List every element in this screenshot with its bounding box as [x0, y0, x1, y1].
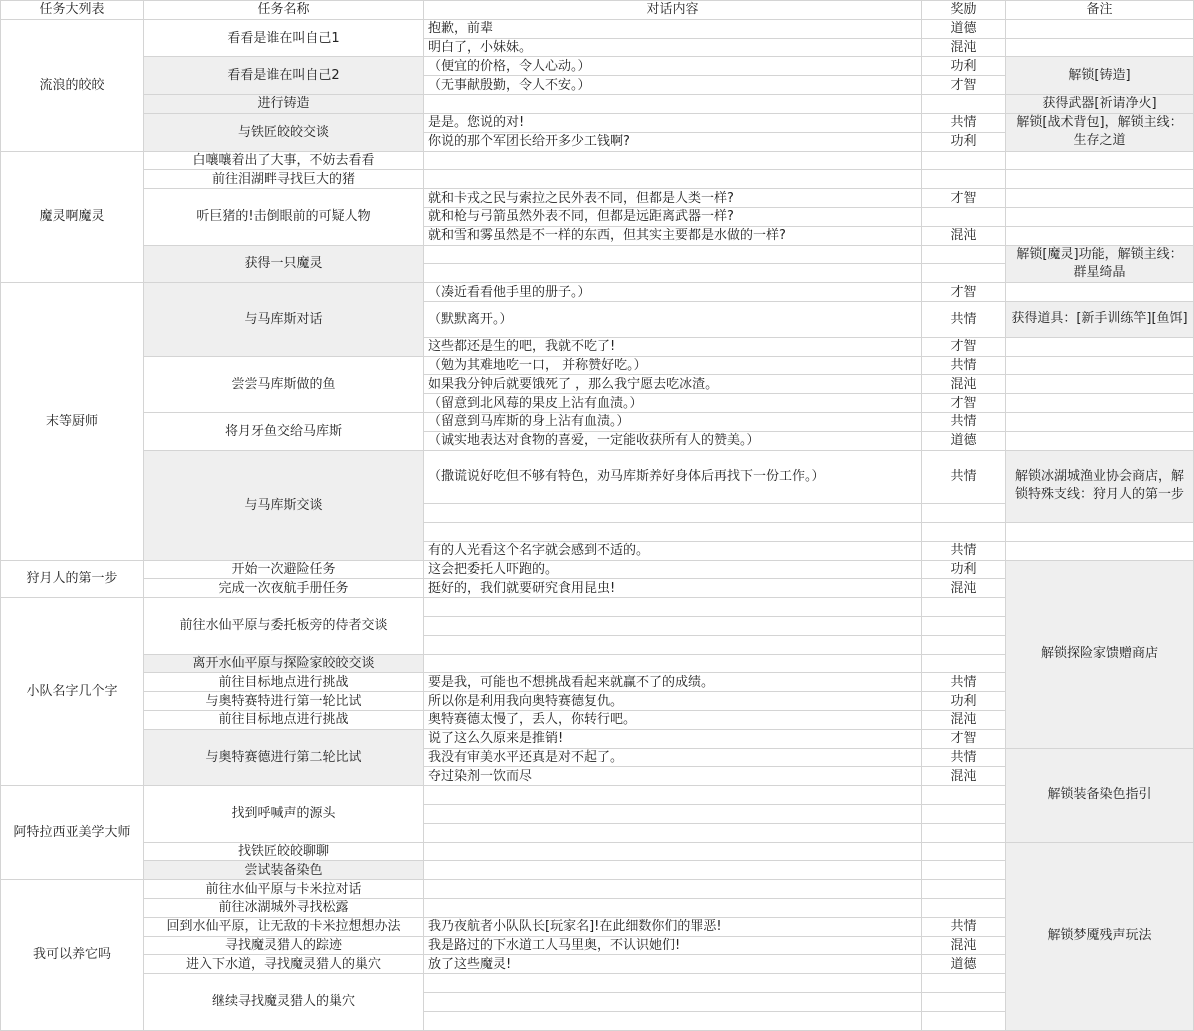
reward-cell: 共情 — [922, 673, 1006, 692]
col-header-dialogue: 对话内容 — [424, 1, 922, 20]
reward-cell — [922, 207, 1006, 226]
task-name-cell: 找铁匠皎皎聊聊 — [144, 842, 424, 861]
task-name-cell: 回到水仙平原，让无敌的卡米拉想想办法 — [144, 917, 424, 936]
dialogue-cell: 就和卡戎之民与索拉之民外表不同，但都是人类一样? — [424, 189, 922, 208]
table-row — [1, 19, 1194, 38]
task-name-cell: 进入下水道，寻找魔灵猎人的巢穴 — [144, 955, 424, 974]
dialogue-cell — [424, 654, 922, 673]
reward-cell — [922, 94, 1006, 113]
reward-cell: 共情 — [922, 541, 1006, 560]
dialogue-cell: 抱歉，前辈 — [424, 19, 922, 38]
note-cell: 解锁[铸造] — [1006, 57, 1194, 95]
task-name-cell: 前往水仙平原与委托板旁的侍者交谈 — [144, 598, 424, 654]
reward-cell: 混沌 — [922, 579, 1006, 598]
reward-cell — [922, 804, 1006, 823]
dialogue-cell — [424, 245, 922, 264]
dialogue-cell: 就和雪和雾虽然是不一样的东西，但其实主要都是水做的一样? — [424, 226, 922, 245]
table-row — [1, 170, 1194, 189]
dialogue-cell — [424, 1011, 922, 1030]
dialogue-cell — [424, 635, 922, 654]
task-name-cell: 前往水仙平原与卡米拉对话 — [144, 880, 424, 899]
table-row — [1, 57, 1194, 76]
reward-cell — [922, 151, 1006, 170]
quest-group-cell: 狩月人的第一步 — [1, 560, 144, 598]
quest-group-cell: 魔灵啊魔灵 — [1, 151, 144, 283]
task-name-cell: 开始一次避险任务 — [144, 560, 424, 579]
dialogue-cell: 如果我分钟后就要饿死了 ，那么我宁愿去吃冰渣。 — [424, 375, 922, 394]
dialogue-cell — [424, 504, 922, 523]
quest-group-cell: 末等厨师 — [1, 283, 144, 560]
dialogue-cell — [424, 804, 922, 823]
dialogue-cell: 就和枪与弓箭虽然外表不同，但都是远距离武器一样? — [424, 207, 922, 226]
dialogue-cell: （凑近看看他手里的册子。） — [424, 283, 922, 302]
note-cell: 解锁梦魇残声玩法 — [1006, 842, 1194, 1030]
dialogue-cell: （诚实地表达对食物的喜爱，一定能收获所有人的赞美。） — [424, 431, 922, 450]
reward-cell: 共情 — [922, 412, 1006, 431]
reward-cell: 共情 — [922, 301, 1006, 337]
reward-cell: 混沌 — [922, 375, 1006, 394]
reward-cell: 功利 — [922, 560, 1006, 579]
task-name-cell: 听巨猪的!击倒眼前的可疑人物 — [144, 189, 424, 245]
reward-cell: 混沌 — [922, 38, 1006, 57]
note-cell — [1006, 170, 1194, 189]
reward-cell: 道德 — [922, 431, 1006, 450]
dialogue-cell: （留意到马库斯的身上沾有血渍。） — [424, 412, 922, 431]
task-name-cell: 尝尝马库斯做的鱼 — [144, 356, 424, 412]
dialogue-cell — [424, 94, 922, 113]
note-cell — [1006, 19, 1194, 38]
quest-group-cell: 小队名字几个字 — [1, 598, 144, 786]
reward-cell: 功利 — [922, 57, 1006, 76]
task-name-cell: 寻找魔灵猎人的踪迹 — [144, 936, 424, 955]
dialogue-cell: 挺好的，我们就要研究食用昆虫! — [424, 579, 922, 598]
dialogue-cell — [424, 617, 922, 636]
reward-cell: 才智 — [922, 283, 1006, 302]
note-cell — [1006, 151, 1194, 170]
reward-cell: 道德 — [922, 19, 1006, 38]
dialogue-cell — [424, 974, 922, 993]
dialogue-cell: 所以你是利用我向奥特赛德复仇。 — [424, 692, 922, 711]
dialogue-cell — [424, 786, 922, 805]
table-row — [1, 450, 1194, 504]
reward-cell: 共情 — [922, 450, 1006, 504]
task-name-cell: 白嚷嚷着出了大事，不妨去看看 — [144, 151, 424, 170]
reward-cell: 才智 — [922, 76, 1006, 95]
table-row — [1, 560, 1194, 579]
task-name-cell: 完成一次夜航手册任务 — [144, 579, 424, 598]
dialogue-cell — [424, 992, 922, 1011]
col-header-task-name: 任务名称 — [144, 1, 424, 20]
reward-cell: 才智 — [922, 394, 1006, 413]
reward-cell: 共情 — [922, 113, 1006, 132]
reward-cell — [922, 598, 1006, 617]
table-row — [1, 412, 1194, 431]
task-name-cell: 将月牙鱼交给马库斯 — [144, 412, 424, 450]
header-row — [1, 1, 1194, 20]
reward-cell — [922, 880, 1006, 899]
task-name-cell: 与奥特赛特进行第一轮比试 — [144, 692, 424, 711]
dialogue-cell — [424, 170, 922, 189]
reward-cell: 混沌 — [922, 936, 1006, 955]
dialogue-cell: （勉为其难地吃一口， 并称赞好吃。） — [424, 356, 922, 375]
dialogue-cell: 要是我，可能也不想挑战看起来就赢不了的成绩。 — [424, 673, 922, 692]
reward-cell — [922, 786, 1006, 805]
dialogue-cell — [424, 598, 922, 617]
note-cell: 解锁探险家馈赠商店 — [1006, 560, 1194, 748]
reward-cell: 功利 — [922, 132, 1006, 151]
dialogue-cell: （撒谎说好吃但不够有特色，劝马库斯养好身体后再找下一份工作。） — [424, 450, 922, 504]
dialogue-cell: 这会把委托人吓跑的。 — [424, 560, 922, 579]
table-row — [1, 245, 1194, 264]
dialogue-cell: 我乃夜航者小队队长[玩家名]!在此细数你们的罪恶! — [424, 917, 922, 936]
task-name-cell: 与马库斯交谈 — [144, 450, 424, 560]
table-row — [1, 189, 1194, 208]
dialogue-cell: 你说的那个军团长给开多少工钱啊? — [424, 132, 922, 151]
reward-cell: 共情 — [922, 917, 1006, 936]
quest-group-cell: 我可以养它吗 — [1, 880, 144, 1030]
note-cell — [1006, 375, 1194, 394]
note-cell — [1006, 523, 1194, 542]
dialogue-cell: （留意到北风莓的果皮上沾有血渍。） — [424, 394, 922, 413]
dialogue-cell: （无事献殷勤，令人不安。） — [424, 76, 922, 95]
dialogue-cell: （便宜的价格，令人心动。） — [424, 57, 922, 76]
note-cell: 解锁冰湖城渔业协会商店，解锁特殊支线：狩月人的第一步 — [1006, 450, 1194, 522]
task-name-cell: 前往冰湖城外寻找松露 — [144, 898, 424, 917]
dialogue-cell: 是是。您说的对! — [424, 113, 922, 132]
dialogue-cell — [424, 823, 922, 842]
dialogue-cell: 明白了，小妹妹。 — [424, 38, 922, 57]
dialogue-cell — [424, 861, 922, 880]
note-cell — [1006, 412, 1194, 431]
task-name-cell: 获得一只魔灵 — [144, 245, 424, 283]
dialogue-cell: 有的人光看这个名字就会感到不适的。 — [424, 541, 922, 560]
task-name-cell: 尝试装备染色 — [144, 861, 424, 880]
reward-cell — [922, 617, 1006, 636]
dialogue-cell: 夺过染剂一饮而尽 — [424, 767, 922, 786]
reward-cell — [922, 861, 1006, 880]
task-name-cell: 与铁匠皎皎交谈 — [144, 113, 424, 151]
note-cell — [1006, 226, 1194, 245]
quest-group-cell: 阿特拉西亚美学大师 — [1, 786, 144, 880]
dialogue-cell: 奥特赛德太慢了，丢人，你转行吧。 — [424, 710, 922, 729]
task-name-cell: 前往目标地点进行挑战 — [144, 710, 424, 729]
note-cell — [1006, 38, 1194, 57]
reward-cell: 才智 — [922, 337, 1006, 356]
reward-cell — [922, 974, 1006, 993]
reward-cell: 混沌 — [922, 710, 1006, 729]
dialogue-cell — [424, 842, 922, 861]
table-row — [1, 842, 1194, 861]
note-cell: 获得武器[祈请净火] — [1006, 94, 1194, 113]
dialogue-cell: 我没有审美水平还真是对不起了。 — [424, 748, 922, 767]
task-name-cell: 进行铸造 — [144, 94, 424, 113]
col-header-notes: 备注 — [1006, 1, 1194, 20]
note-cell — [1006, 541, 1194, 560]
reward-cell: 才智 — [922, 729, 1006, 748]
task-name-cell: 与马库斯对话 — [144, 283, 424, 356]
table-row — [1, 94, 1194, 113]
note-cell: 解锁[战术背包]，解锁主线：生存之道 — [1006, 113, 1194, 151]
dialogue-cell — [424, 898, 922, 917]
note-cell: 获得道具：[新手训练竿][鱼饵] — [1006, 301, 1194, 337]
col-header-reward: 奖励 — [922, 1, 1006, 20]
dialogue-cell: 放了这些魔灵! — [424, 955, 922, 974]
reward-cell — [922, 992, 1006, 1011]
dialogue-cell: 我是路过的下水道工人马里奥，不认识她们! — [424, 936, 922, 955]
dialogue-cell — [424, 151, 922, 170]
task-name-cell: 继续寻找魔灵猎人的巢穴 — [144, 974, 424, 1030]
reward-cell — [922, 635, 1006, 654]
reward-cell: 混沌 — [922, 226, 1006, 245]
dialogue-cell: （默默离开。） — [424, 301, 922, 337]
note-cell — [1006, 337, 1194, 356]
table-row — [1, 356, 1194, 375]
reward-cell — [922, 504, 1006, 523]
dialogue-cell: 说了这么久原来是推销! — [424, 729, 922, 748]
reward-cell — [922, 1011, 1006, 1030]
reward-cell — [922, 654, 1006, 673]
dialogue-cell — [424, 264, 922, 283]
reward-cell — [922, 264, 1006, 283]
task-name-cell: 找到呼喊声的源头 — [144, 786, 424, 842]
note-cell: 解锁[魔灵]功能，解锁主线：群星绮晶 — [1006, 245, 1194, 283]
reward-cell — [922, 842, 1006, 861]
task-name-cell: 离开水仙平原与探险家皎皎交谈 — [144, 654, 424, 673]
reward-cell — [922, 170, 1006, 189]
note-cell — [1006, 431, 1194, 450]
reward-cell — [922, 823, 1006, 842]
dialogue-cell — [424, 880, 922, 899]
reward-cell — [922, 245, 1006, 264]
task-name-cell: 看看是谁在叫自己2 — [144, 57, 424, 95]
reward-cell — [922, 898, 1006, 917]
reward-cell: 共情 — [922, 356, 1006, 375]
dialogue-cell — [424, 523, 922, 542]
reward-cell: 才智 — [922, 189, 1006, 208]
quest-group-cell: 流浪的皎皎 — [1, 19, 144, 151]
reward-cell: 混沌 — [922, 767, 1006, 786]
reward-cell — [922, 523, 1006, 542]
note-cell: 解锁装备染色指引 — [1006, 748, 1194, 842]
table-row — [1, 113, 1194, 132]
table-row — [1, 283, 1194, 302]
note-cell — [1006, 394, 1194, 413]
task-name-cell: 前往泪湖畔寻找巨大的猪 — [144, 170, 424, 189]
table-row — [1, 151, 1194, 170]
task-name-cell: 看看是谁在叫自己1 — [144, 19, 424, 57]
reward-cell: 功利 — [922, 692, 1006, 711]
col-header-quest-group: 任务大列表 — [1, 1, 144, 20]
note-cell — [1006, 356, 1194, 375]
note-cell — [1006, 207, 1194, 226]
note-cell — [1006, 283, 1194, 302]
task-name-cell: 前往目标地点进行挑战 — [144, 673, 424, 692]
task-name-cell: 与奥特赛德进行第二轮比试 — [144, 729, 424, 785]
reward-cell: 道德 — [922, 955, 1006, 974]
reward-cell: 共情 — [922, 748, 1006, 767]
note-cell — [1006, 189, 1194, 208]
dialogue-cell: 这些都还是生的吧，我就不吃了! — [424, 337, 922, 356]
